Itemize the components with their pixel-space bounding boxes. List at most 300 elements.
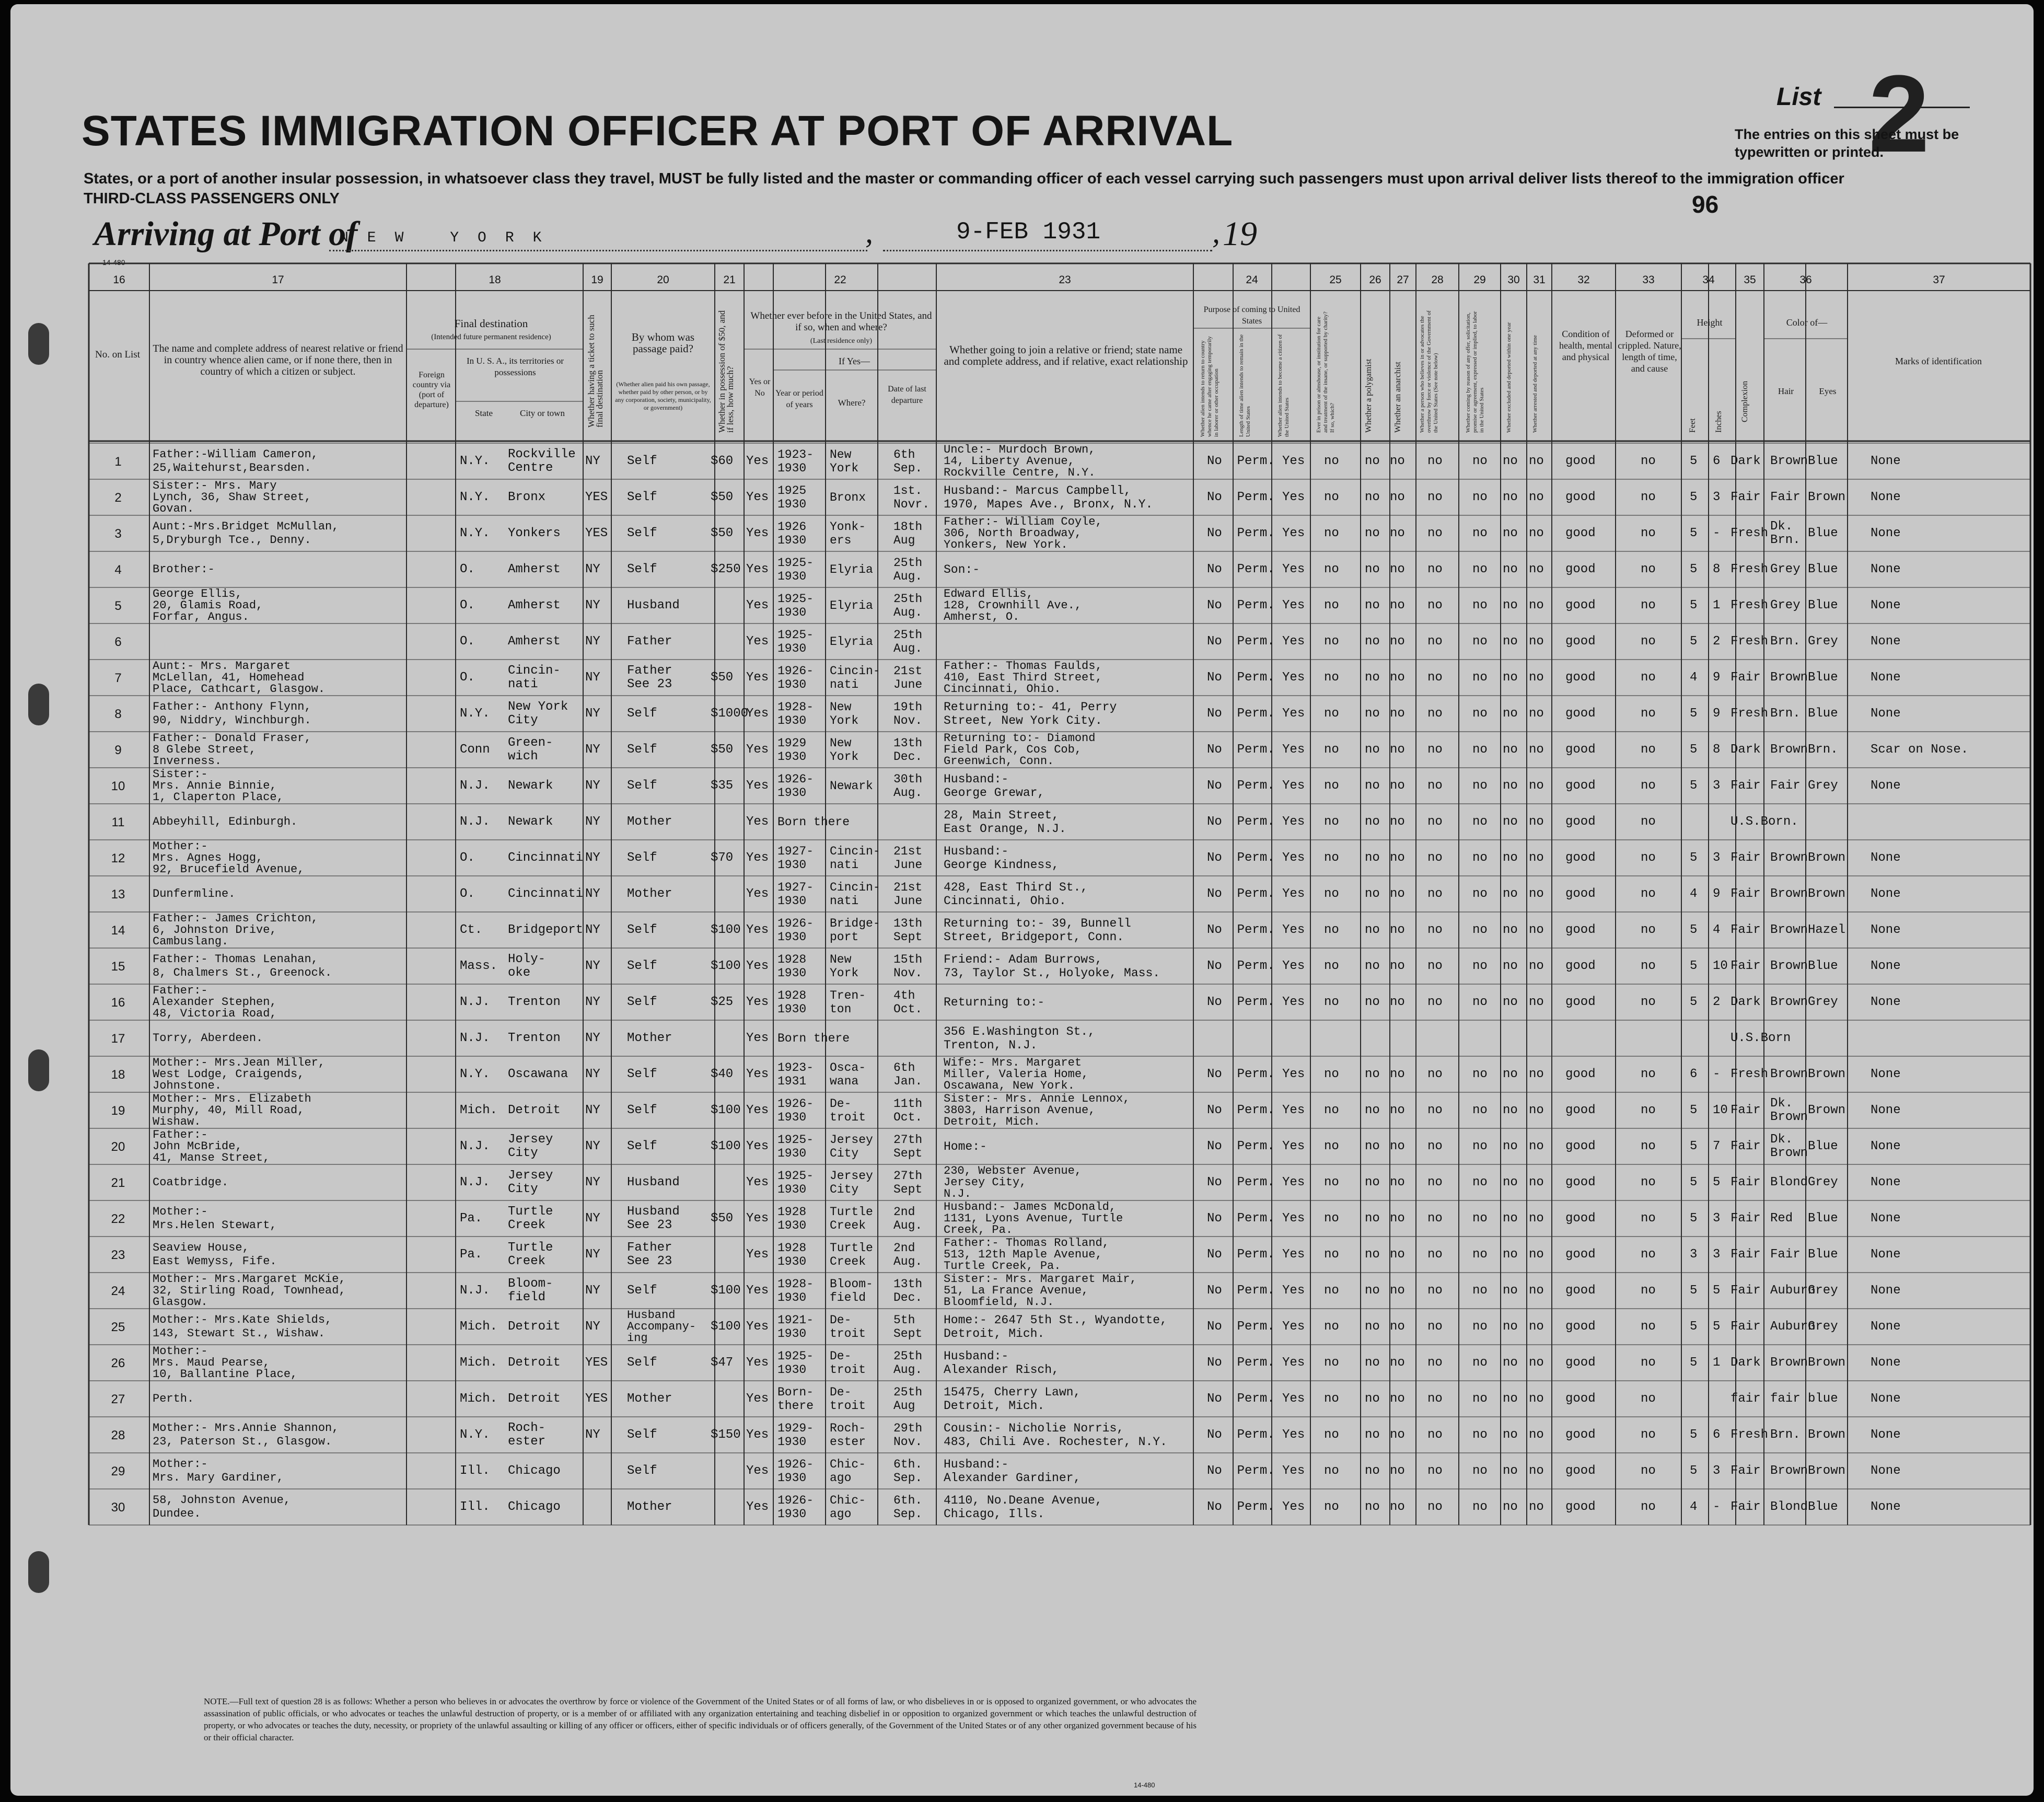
city-cell: Green- wich: [508, 735, 553, 764]
deformed-cell: no: [1641, 778, 1656, 793]
q29-cell: no: [1472, 562, 1488, 576]
q28-cell: no: [1427, 1283, 1443, 1298]
header-q30: Whether excluded and deported within one year: [1506, 322, 1512, 433]
passage-paid-cell: Self: [627, 454, 657, 468]
deformed-cell: no: [1641, 850, 1656, 865]
q28-cell: no: [1427, 922, 1443, 937]
where-cell: New York: [830, 447, 859, 475]
yes-no-cell: Yes: [746, 1463, 769, 1478]
ticket-cell: NY: [585, 1067, 600, 1081]
health-cell: good: [1565, 1463, 1596, 1478]
anarchist-cell: no: [1390, 1175, 1405, 1189]
row-number: 20: [111, 1140, 125, 1154]
header-deformed: Deformed or crippled. Nature, length of time, and cause: [1618, 329, 1681, 374]
row-number: 9: [114, 743, 122, 757]
eyes-cell: blue: [1808, 1391, 1838, 1406]
departure-date-cell: 21st June: [893, 880, 923, 908]
inches-cell: -: [1713, 1499, 1721, 1514]
header-where: Where?: [838, 398, 866, 408]
purpose-cell: No Perm. Yes: [1207, 886, 1305, 901]
passage-paid-cell: Self: [627, 995, 657, 1009]
departure-date-cell: 15th Nov.: [893, 952, 923, 980]
relative-address: Torry, Aberdeen.: [153, 1031, 263, 1045]
row-number: 8: [114, 707, 122, 721]
q31-cell: no: [1529, 778, 1544, 793]
instruction-line: States, or a port of another insular possession, in whatsoever class they travel, MUST be fully listed and the master or commanding officer of each vessel carrying such passengers must upon arrival deliver lists thereof to the immigration officer: [84, 170, 1844, 187]
inches-cell: 5: [1713, 1175, 1721, 1189]
polygamist-cell: no: [1365, 778, 1380, 793]
complexion-cell: Dark: [1731, 995, 1761, 1009]
complexion-cell: Fresh: [1731, 1427, 1769, 1442]
passage-paid-cell: Self: [627, 742, 657, 757]
header-in-usa: In U. S. A., its territories or possessions: [466, 356, 564, 377]
health-cell: good: [1565, 1211, 1596, 1226]
header-date-departure: Date of last departure: [888, 385, 926, 405]
passage-paid-cell: Father See 23: [627, 663, 672, 691]
inches-cell: 2: [1713, 634, 1721, 649]
q28-cell: no: [1427, 995, 1443, 1009]
q30-cell: no: [1503, 922, 1518, 937]
q29-cell: no: [1472, 1175, 1488, 1189]
marks-cell: None: [1871, 1211, 1901, 1226]
q28-cell: no: [1427, 490, 1443, 504]
q31-cell: no: [1529, 742, 1544, 757]
passage-paid-cell: Husband: [627, 1175, 680, 1189]
feet-cell: 6: [1690, 1067, 1698, 1081]
passage-paid-cell: Husband: [627, 598, 680, 613]
complexion-cell: Fair: [1731, 1283, 1761, 1298]
hair-cell: Fair: [1770, 1247, 1801, 1262]
complexion-cell: Fair: [1731, 778, 1761, 793]
where-cell: Turtle Creek: [830, 1205, 873, 1232]
header-passage-paid-note: (Whether alien paid his own passage, whether paid by other person, or by any corporation, society, municipality, or government): [615, 380, 711, 411]
deformed-cell: no: [1641, 1103, 1656, 1117]
polygamist-cell: no: [1365, 1175, 1380, 1189]
eyes-cell: Brn.: [1808, 742, 1838, 757]
where-cell: Turtle Creek: [830, 1241, 873, 1268]
ticket-cell: NY: [585, 958, 600, 973]
departure-date-cell: 25th Aug.: [893, 628, 923, 655]
header-complexion: Complexion: [1740, 380, 1749, 422]
feet-cell: 4: [1690, 886, 1698, 901]
complexion-cell: Fair: [1731, 1139, 1761, 1153]
header-joining-relative: Whether going to join a relative or friend; state name and complete address, and if relative, exact relationship: [944, 343, 1188, 367]
ticket-cell: NY: [585, 454, 600, 468]
passage-paid-cell: Self: [627, 1103, 657, 1117]
row-number: 16: [111, 996, 125, 1010]
prison-cell: no: [1324, 1247, 1339, 1262]
q31-cell: no: [1529, 1175, 1544, 1189]
q31-cell: no: [1529, 1355, 1544, 1370]
row-number: 29: [111, 1464, 125, 1478]
years-cell: Born- there: [777, 1385, 814, 1413]
state-cell: O.: [460, 562, 475, 576]
feet-cell: 5: [1690, 1139, 1698, 1153]
inches-cell: 8: [1713, 742, 1721, 757]
purpose-cell: No Perm. Yes: [1207, 1175, 1305, 1189]
eyes-cell: Blue: [1808, 706, 1838, 721]
marks-cell: None: [1871, 1355, 1901, 1370]
q28-cell: no: [1427, 850, 1443, 865]
row-number: 27: [111, 1392, 125, 1406]
row-number: 5: [114, 599, 122, 613]
eyes-cell: Blue: [1808, 1139, 1838, 1153]
relative-address: Mother:- Mrs.Jean Miller, West Lodge, Craigends, Johnstone.: [153, 1056, 326, 1092]
header-purpose-sub-2: Length of time alien intends to remain in the United States: [1238, 334, 1251, 437]
marks-cell: None: [1871, 922, 1901, 937]
complexion-cell: Fair: [1731, 1499, 1761, 1514]
year-label: 19: [1223, 215, 1257, 253]
where-cell: Roch- ester: [830, 1421, 866, 1449]
years-cell: 1929- 1930: [777, 1421, 814, 1449]
q28-cell: no: [1427, 1247, 1443, 1262]
ticket-cell: NY: [585, 1031, 600, 1045]
years-cell: 1925- 1930: [777, 628, 814, 655]
city-cell: Jersey City: [508, 1168, 553, 1196]
polygamist-cell: no: [1365, 1355, 1380, 1370]
q31-cell: no: [1529, 526, 1544, 540]
row-number: 24: [111, 1284, 125, 1298]
purpose-cell: No Perm. Yes: [1207, 1103, 1305, 1117]
city-cell: Detroit: [508, 1391, 561, 1406]
prison-cell: no: [1324, 778, 1339, 793]
prison-cell: no: [1324, 1103, 1339, 1117]
q29-cell: no: [1472, 1139, 1488, 1153]
column-number: 23: [1059, 274, 1071, 286]
joining-relative-cell: Husband:- George Kindness,: [944, 844, 1059, 872]
hair-cell: Fair: [1770, 490, 1801, 504]
feet-cell: 5: [1690, 742, 1698, 757]
header-eyes: Eyes: [1819, 386, 1837, 396]
yes-no-cell: Yes: [746, 490, 769, 504]
header-passage-paid: By whom was passage paid?: [631, 331, 695, 355]
feet-cell: 5: [1690, 1427, 1698, 1442]
yes-no-cell: Yes: [746, 706, 769, 721]
marks-cell: Scar on Nose.: [1871, 742, 1969, 757]
deformed-cell: no: [1641, 814, 1656, 829]
yes-no-cell: Yes: [746, 1283, 769, 1298]
q30-cell: no: [1503, 1427, 1518, 1442]
header-yes-no: Yes or No: [749, 377, 771, 398]
header-hair: Hair: [1778, 386, 1794, 396]
purpose-cell: No Perm. Yes: [1207, 814, 1305, 829]
q31-cell: no: [1529, 958, 1544, 973]
header-last-residence-note: (Last residence only): [810, 337, 873, 345]
yes-no-cell: Yes: [746, 1031, 769, 1045]
header-city: City or town: [520, 408, 565, 418]
purpose-cell: No Perm. Yes: [1207, 742, 1305, 757]
passage-paid-cell: Mother: [627, 886, 672, 901]
q30-cell: no: [1503, 742, 1518, 757]
q30-cell: no: [1503, 1391, 1518, 1406]
q29-cell: no: [1472, 778, 1488, 793]
where-cell: Elyria: [830, 634, 873, 649]
marks-cell: None: [1871, 670, 1901, 685]
q28-cell: no: [1427, 1463, 1443, 1478]
purpose-cell: No Perm. Yes: [1207, 562, 1305, 576]
complexion-cell: Fair: [1731, 1247, 1761, 1262]
column-number: 20: [657, 274, 669, 286]
polygamist-cell: no: [1365, 1319, 1380, 1334]
row-number: 19: [111, 1104, 125, 1118]
q30-cell: no: [1503, 490, 1518, 504]
column-number: 27: [1397, 274, 1409, 286]
state-cell: Pa.: [460, 1247, 483, 1262]
q31-cell: no: [1529, 454, 1544, 468]
relative-address: Father:- Alexander Stephen, 48, Victoria Road,: [153, 984, 277, 1020]
q31-cell: no: [1529, 1463, 1544, 1478]
years-cell: 1925- 1930: [777, 556, 814, 583]
ticket-cell: NY: [585, 995, 600, 1009]
relative-address: Brother:-: [153, 562, 215, 576]
column-number: 21: [723, 274, 736, 286]
complexion-cell: Fresh: [1731, 562, 1769, 576]
q29-cell: no: [1472, 1247, 1488, 1262]
q29-cell: no: [1472, 1103, 1488, 1117]
header-final-destination: Final destination: [454, 317, 528, 330]
purpose-cell: No Perm. Yes: [1207, 634, 1305, 649]
city-cell: Chicago: [508, 1499, 561, 1514]
anarchist-cell: no: [1390, 1499, 1405, 1514]
marks-cell: None: [1871, 850, 1901, 865]
q30-cell: no: [1503, 1499, 1518, 1514]
where-cell: De- troit: [830, 1385, 866, 1413]
where-cell: Yonk- ers: [830, 519, 866, 547]
row-number: 11: [111, 815, 125, 829]
eyes-cell: Grey: [1808, 634, 1838, 649]
departure-date-cell: 11th Oct.: [893, 1096, 923, 1124]
q29-cell: no: [1472, 1211, 1488, 1226]
q29-cell: no: [1472, 1499, 1488, 1514]
money-cell: $40: [711, 1067, 734, 1081]
q29-cell: no: [1472, 1463, 1488, 1478]
feet-cell: 5: [1690, 1319, 1698, 1334]
health-cell: good: [1565, 1427, 1596, 1442]
relative-address: Mother:- Mrs.Helen Stewart,: [153, 1205, 277, 1232]
q30-cell: no: [1503, 778, 1518, 793]
yes-no-cell: Yes: [746, 634, 769, 649]
header-q29: Whether coming by reason of any offer, solicitation, promise or agreement, expressed or implied, to labor in the United States: [1465, 311, 1485, 433]
prison-cell: no: [1324, 1175, 1339, 1189]
years-cell: 1926- 1930: [777, 1493, 814, 1521]
q29-cell: no: [1472, 1355, 1488, 1370]
joining-relative-cell: Friend:- Adam Burrows, 73, Taylor St., Holyoke, Mass.: [944, 952, 1160, 980]
yes-no-cell: Yes: [746, 850, 769, 865]
q29-cell: no: [1472, 706, 1488, 721]
where-cell: Jersey City: [830, 1133, 873, 1160]
where-cell: Osca- wana: [830, 1060, 866, 1088]
where-cell: De- troit: [830, 1349, 866, 1377]
deformed-cell: no: [1641, 670, 1656, 685]
prison-cell: no: [1324, 706, 1339, 721]
q30-cell: no: [1503, 1355, 1518, 1370]
hair-cell: Brown: [1770, 995, 1808, 1009]
ticket-cell: YES: [585, 1355, 608, 1370]
q29-cell: no: [1472, 454, 1488, 468]
deformed-cell: no: [1641, 995, 1656, 1009]
departure-date-cell: 6th. Sep.: [893, 1457, 923, 1485]
row-number: 10: [111, 779, 125, 793]
feet-cell: 4: [1690, 670, 1698, 685]
row-number: 28: [111, 1428, 125, 1442]
hair-cell: Auburn: [1770, 1283, 1816, 1298]
anarchist-cell: no: [1390, 850, 1405, 865]
prison-cell: no: [1324, 454, 1339, 468]
hair-cell: Grey: [1770, 598, 1801, 613]
ticket-cell: YES: [585, 1391, 608, 1406]
deformed-cell: no: [1641, 526, 1656, 540]
city-cell: Cincinnati: [508, 886, 584, 901]
feet-cell: 5: [1690, 598, 1698, 613]
anarchist-cell: no: [1390, 1319, 1405, 1334]
polygamist-cell: no: [1365, 1391, 1380, 1406]
city-cell: Rockville Centre: [508, 447, 576, 475]
purpose-cell: No Perm. Yes: [1207, 1427, 1305, 1442]
relative-address: Perth.: [153, 1392, 194, 1405]
yes-no-cell: Yes: [746, 1427, 769, 1442]
state-cell: Ill.: [460, 1499, 490, 1514]
q30-cell: no: [1503, 995, 1518, 1009]
inches-cell: 4: [1713, 922, 1721, 937]
joining-relative-cell: Home:- 2647 5th St., Wyandotte, Detroit, Mich.: [944, 1313, 1167, 1341]
yes-no-cell: Yes: [746, 1391, 769, 1406]
prison-cell: no: [1324, 634, 1339, 649]
q31-cell: no: [1529, 1391, 1544, 1406]
anarchist-cell: no: [1390, 1355, 1405, 1370]
q30-cell: no: [1503, 1283, 1518, 1298]
relative-address: Mother:- Mrs.Margaret McKie, 32, Stirling Road, Townhead, Glasgow.: [153, 1273, 346, 1309]
money-cell: $100: [711, 958, 741, 973]
money-cell: $60: [711, 454, 734, 468]
feet-cell: 5: [1690, 490, 1698, 504]
inches-cell: 8: [1713, 562, 1721, 576]
row-number: 26: [111, 1356, 125, 1370]
passenger-class-line: THIRD-CLASS PASSENGERS ONLY: [84, 190, 340, 207]
anarchist-cell: no: [1390, 706, 1405, 721]
relative-address: Coatbridge.: [153, 1175, 229, 1189]
complexion-cell: Fair: [1731, 1103, 1761, 1117]
eyes-cell: Brown: [1808, 850, 1846, 865]
q31-cell: no: [1529, 850, 1544, 865]
city-cell: Cincin- nati: [508, 663, 561, 691]
city-cell: Yonkers: [508, 526, 561, 540]
relative-address: Father:- Donald Fraser, 8 Glebe Street, Inverness.: [153, 732, 311, 768]
marks-cell: None: [1871, 706, 1901, 721]
eyes-cell: Grey: [1808, 995, 1838, 1009]
polygamist-cell: no: [1365, 1283, 1380, 1298]
state-cell: O.: [460, 850, 475, 865]
health-cell: good: [1565, 850, 1596, 865]
yes-no-cell: Yes: [746, 1499, 769, 1514]
relative-address: Mother:- Mrs. Maud Pearse, 10, Ballantine Place,: [153, 1345, 298, 1381]
q29-cell: no: [1472, 1391, 1488, 1406]
inches-cell: 6: [1713, 454, 1721, 468]
q28-cell: no: [1427, 1355, 1443, 1370]
city-cell: Detroit: [508, 1319, 561, 1334]
ticket-cell: NY: [585, 598, 600, 613]
years-cell: 1925- 1930: [777, 1349, 814, 1377]
eyes-cell: Grey: [1808, 778, 1838, 793]
passage-paid-cell: Mother: [627, 1499, 672, 1514]
departure-date-cell: 19th Nov.: [893, 700, 923, 727]
header-relative-abroad: The name and complete address of nearest relative or friend in country whence alien came, or if none there, then in country of which a citizen or subject.: [153, 343, 403, 377]
departure-date-cell: 5th Sept: [893, 1313, 923, 1341]
health-cell: good: [1565, 1391, 1596, 1406]
anarchist-cell: no: [1390, 526, 1405, 540]
where-cell: Elyria: [830, 598, 873, 613]
yes-no-cell: Yes: [746, 1175, 769, 1189]
yes-no-cell: Yes: [746, 1355, 769, 1370]
polygamist-cell: no: [1365, 886, 1380, 901]
prison-cell: no: [1324, 1355, 1339, 1370]
city-cell: Amherst: [508, 562, 561, 576]
health-cell: good: [1565, 958, 1596, 973]
feet-cell: 5: [1690, 1283, 1698, 1298]
yes-no-cell: Yes: [746, 526, 769, 540]
city-cell: Turtle Creek: [508, 1240, 553, 1268]
q30-cell: no: [1503, 850, 1518, 865]
money-cell: $100: [711, 922, 741, 937]
deformed-cell: no: [1641, 1175, 1656, 1189]
q28-cell: no: [1427, 598, 1443, 613]
joining-relative-cell: 428, East Third St., Cincinnati, Ohio.: [944, 880, 1088, 908]
health-cell: good: [1565, 706, 1596, 721]
prison-cell: no: [1324, 1499, 1339, 1514]
prison-cell: no: [1324, 598, 1339, 613]
deformed-cell: no: [1641, 1463, 1656, 1478]
column-number: 24: [1246, 274, 1258, 286]
years-cell: 1926- 1930: [777, 1457, 814, 1485]
relative-address: Mother:- Mrs.Annie Shannon, 23, Paterson St., Glasgow.: [153, 1421, 339, 1448]
departure-date-cell: 18th Aug: [893, 519, 923, 547]
q31-cell: no: [1529, 598, 1544, 613]
hair-cell: fair: [1770, 1391, 1801, 1406]
passage-paid-cell: Father: [627, 634, 672, 649]
yes-no-cell: Yes: [746, 1319, 769, 1334]
prison-cell: no: [1324, 922, 1339, 937]
years-cell: 1928 1930: [777, 988, 807, 1016]
marks-cell: None: [1871, 454, 1901, 468]
feet-cell: 5: [1690, 1355, 1698, 1370]
state-cell: N.Y.: [460, 490, 490, 504]
header-purpose: Purpose of coming to United States: [1203, 305, 1300, 326]
joining-relative-cell: Husband:- Marcus Campbell, 1970, Mapes Ave., Bronx, N.Y.: [944, 483, 1153, 511]
hair-cell: Dk. Brown: [1770, 1096, 1808, 1124]
q31-cell: no: [1529, 1427, 1544, 1442]
departure-date-cell: 27th Sept: [893, 1133, 923, 1160]
state-cell: N.Y.: [460, 1067, 490, 1081]
money-cell: $50: [711, 670, 734, 685]
header-inches: Inches: [1714, 411, 1723, 433]
inches-cell: 3: [1713, 1247, 1721, 1262]
column-number: 36: [1799, 274, 1812, 286]
q30-cell: no: [1503, 1319, 1518, 1334]
q31-cell: no: [1529, 886, 1544, 901]
q29-cell: no: [1472, 1067, 1488, 1081]
yes-no-cell: Yes: [746, 1103, 769, 1117]
feet-cell: 5: [1690, 1211, 1698, 1226]
inches-cell: 3: [1713, 490, 1721, 504]
state-cell: N.Y.: [460, 706, 490, 721]
inches-cell: -: [1713, 1067, 1721, 1081]
hair-cell: Fair: [1770, 778, 1801, 793]
row-number: 12: [111, 851, 125, 865]
deformed-cell: no: [1641, 490, 1656, 504]
q30-cell: no: [1503, 1211, 1518, 1226]
row-number: 7: [114, 671, 122, 685]
eyes-cell: Brown: [1808, 1427, 1846, 1442]
eyes-cell: Brown: [1808, 1463, 1846, 1478]
